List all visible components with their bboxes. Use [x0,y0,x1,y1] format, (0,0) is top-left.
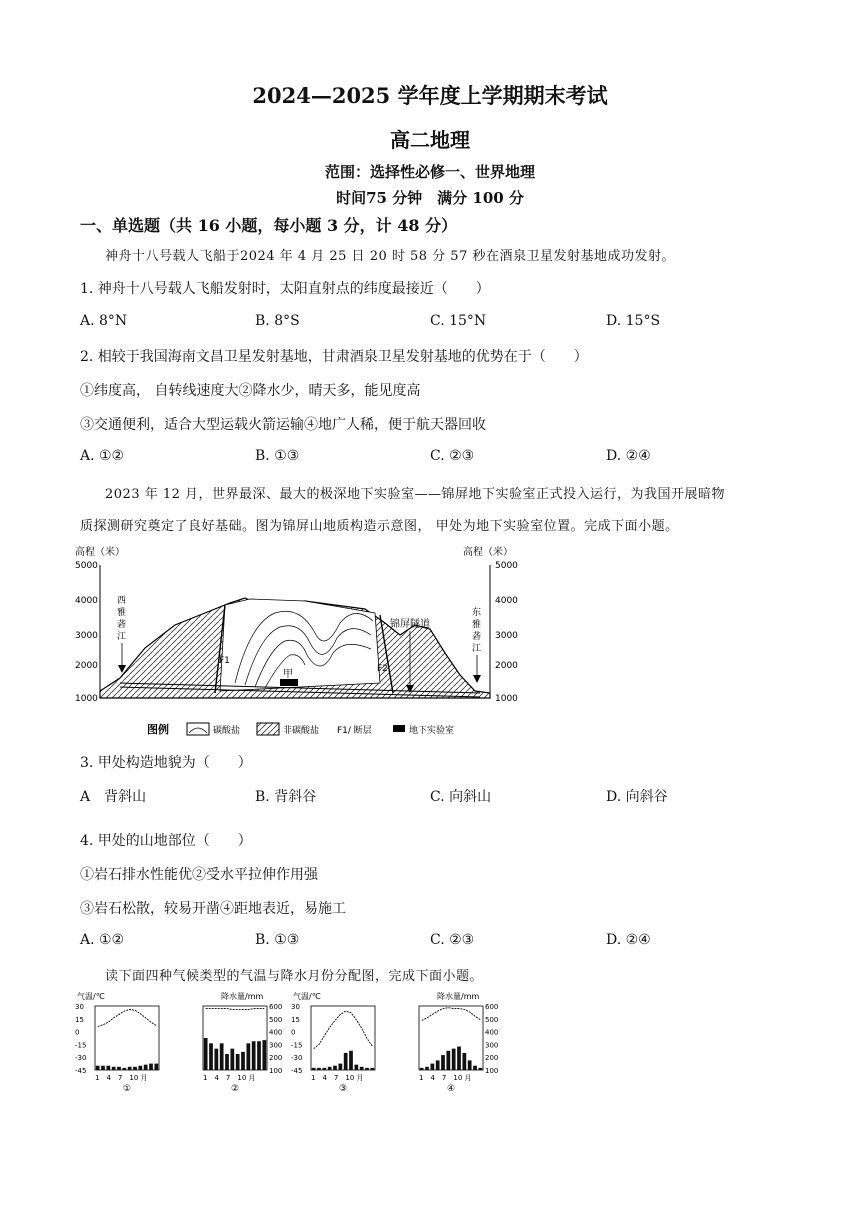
section-heading: 一、单选题（共 16 小题，每小题 3 分，计 48 分） [80,216,458,235]
chart-id: ③ [339,1084,348,1094]
precip-bar [333,1066,337,1070]
precip-bar [214,1049,218,1070]
temp-tick: 0 [75,1028,80,1037]
chart-frame [95,1006,159,1070]
temp-curve [206,1009,265,1010]
tick-5000: 5000 [75,561,98,571]
precip-bar [425,1067,429,1070]
legend-title: 图例 [147,723,169,736]
chart-id: ① [123,1084,132,1094]
month-labels: 1 4 7 10 月 [311,1074,364,1082]
right-axis-label: 高程（米） [463,547,513,558]
temp-tick: -30 [291,1054,303,1063]
legend-noncarbonate: 非碳酸盐 [283,726,320,736]
rtick-1000: 1000 [495,694,518,704]
precip-bar [441,1055,445,1070]
precip-bar [354,1065,358,1070]
climate-chart-2 [183,990,283,1100]
q4-option-a[interactable]: A. ①② [80,932,125,948]
exam-scope: 范围：选择性必修一、世界地理 [324,163,535,181]
west-river-label [117,595,126,642]
precip-bar [225,1054,229,1070]
temp-tick: 30 [75,1003,84,1011]
temp-curve [314,1011,373,1049]
tick-1000: 1000 [75,694,98,704]
figure-legend [147,722,454,736]
intro-climate: 读下面四种气候类型的气温与降水月份分配图，完成下面小题。 [105,969,484,984]
q1-option-a[interactable]: A. 8°N [80,313,128,329]
legend-noncarbonate-swatch [257,723,279,735]
precip-bar [317,1068,321,1070]
precip-bar [112,1067,116,1070]
precip-bar [220,1043,224,1070]
exam-title: 2024—2025 学年度上学期期末考试 [252,83,608,108]
f1-label: F1 [219,656,230,666]
precip-bar [473,1066,477,1070]
left-axis-ticks [75,561,98,704]
q4-option-c[interactable]: C. ②③ [430,932,475,948]
precip-bar [122,1068,126,1070]
temp-tick: 30 [291,1003,300,1011]
exam-subject: 高二地理 [390,128,470,152]
precip-bar [338,1064,342,1070]
legend-carbonate: 碳酸盐 [213,726,241,736]
precip-bar [154,1064,158,1070]
q2-option-a[interactable]: A. ①② [80,448,125,464]
precip-bar [133,1067,137,1070]
temp-tick: -30 [75,1054,87,1063]
svg-text:江: 江 [117,632,127,642]
q3-option-b[interactable]: B. 背斜谷 [255,789,317,805]
exam-time: 时间75 分钟 满分 100 分 [336,189,524,207]
precip-bar [436,1060,440,1070]
precip-tick: 400 [269,1028,283,1037]
q2-option-d[interactable]: D. ②④ [606,448,651,464]
lab-marker [280,679,298,686]
q3-stem: 3. 甲处构造地貌为（ ） [80,755,252,771]
climate-chart-1 [75,990,175,1100]
temp-tick: -45 [291,1067,303,1075]
precip-tick: 300 [485,1041,499,1050]
q2-stem: 2. 相较于我国海南文昌卫星发射基地，甘肃酒泉卫星发射基地的优势在于（ ） [80,349,588,365]
precip-bar [204,1038,208,1070]
intro-jinping-line1: 2023 年 12 月，世界最深、最大的极深地下实验室——锦屏地下实验室正式投入运行，为我国开展暗物 [105,487,726,502]
temp-curve [98,1009,157,1026]
svg-text:雅: 雅 [472,620,482,630]
precip-bar [312,1068,316,1070]
precip-bar [360,1067,364,1070]
precip-tick: 200 [485,1054,499,1063]
temp-tick: 0 [291,1028,296,1037]
precip-bar [468,1060,472,1070]
precip-bar [322,1068,326,1070]
precip-bar [365,1068,369,1070]
precip-bar [420,1068,424,1070]
rtick-2000: 2000 [495,661,518,671]
left-axis-label: 高程（米） [75,547,125,558]
precip-tick: 200 [269,1054,283,1063]
temp-tick: 15 [75,1015,84,1024]
precip-bar [370,1068,374,1070]
svg-text:西: 西 [117,596,127,606]
intro-shenzhou: 神舟十八号载人飞船于2024 年 4 月 25 日 20 时 58 分 57 秒在酒泉卫星发射基地成功发射。 [105,249,675,264]
temp-curve [422,1008,481,1021]
climate-chart-4 [399,990,499,1100]
precip-tick: 400 [485,1028,499,1037]
q1-option-c[interactable]: C. 15°N [430,313,487,329]
q2-statement-line2: ③交通便利，适合大型运载火箭运输④地广人稀，便于航天器回收 [80,417,486,433]
q2-statement-line1: ①纬度高， 自转线速度大②降水少，晴天多，能见度高 [80,383,421,399]
q1-option-d[interactable]: D. 15°S [606,313,661,329]
legend-lab: 地下实验室 [409,726,455,736]
precip-tick: 300 [269,1041,283,1050]
jinping-geology-figure [75,543,525,738]
precip-bar [236,1054,240,1070]
precip-axis-label: 降水量/mm [221,992,264,1001]
precip-bar [144,1065,148,1070]
precip-tick: 600 [485,1003,499,1011]
intro-jinping-line2: 质探测研究奠定了良好基础。图为锦屏山地质构造示意图， 甲处为地下实验室位置。完成下面小题。 [80,519,679,534]
precip-bar [349,1051,353,1070]
precip-bar [457,1047,461,1070]
precip-bar [430,1064,434,1070]
svg-text:砻: 砻 [472,632,482,642]
q2-option-c[interactable]: C. ②③ [430,448,475,464]
precip-bar [241,1052,245,1070]
month-labels: 1 4 7 10 月 [419,1074,472,1082]
precip-bar [328,1067,332,1070]
month-labels: 1 4 7 10 月 [95,1074,148,1082]
precip-tick: 600 [269,1003,283,1011]
temp-axis-label: 气温/℃ [77,992,105,1001]
precip-bar [128,1067,132,1070]
precip-bar [478,1068,482,1070]
rtick-3000: 3000 [495,631,518,641]
tick-3000: 3000 [75,631,98,641]
precip-bar [138,1066,142,1070]
temp-tick: -15 [291,1041,303,1050]
q4-option-d[interactable]: D. ②④ [606,932,651,948]
rtick-4000: 4000 [495,596,518,606]
svg-text:东: 东 [472,608,482,618]
precip-bar [106,1066,110,1070]
q3-option-c[interactable]: C. 向斜山 [430,789,492,805]
tick-2000: 2000 [75,661,98,671]
chart-frame [419,1006,483,1070]
f2-label: F2 [377,664,388,674]
precip-bar [452,1049,456,1070]
precip-tick: 100 [269,1067,283,1075]
precip-bar [246,1043,250,1070]
precip-bar [149,1064,153,1070]
climate-chart-3 [291,990,391,1100]
svg-text:砻: 砻 [117,620,127,630]
precip-axis-label: 降水量/mm [437,992,480,1001]
chart-frame [311,1006,375,1070]
rtick-5000: 5000 [495,561,518,571]
svg-text:江: 江 [472,644,482,654]
east-river-label [472,606,481,654]
q3-option-d[interactable]: D. 向斜谷 [606,789,668,805]
climate-charts [75,990,499,1100]
q4-statement-line1: ①岩石排水性能优②受水平拉伸作用强 [80,867,318,883]
tunnel-label: 锦屏隧道 [390,619,430,630]
chart-id: ② [231,1084,240,1094]
lab-label: 甲 [283,669,293,680]
precip-bar [209,1043,213,1070]
temp-tick: 15 [291,1015,300,1024]
precip-bar [344,1053,348,1070]
q4-option-b[interactable]: B. ①③ [255,932,300,948]
q1-option-b[interactable]: B. 8°S [255,313,300,329]
precip-bar [101,1066,105,1070]
precip-tick: 500 [485,1015,499,1024]
svg-text:雅: 雅 [117,608,127,618]
precip-bar [252,1041,256,1070]
legend-carbonate-swatch [187,723,209,735]
right-axis-ticks [495,561,518,704]
precip-bar [230,1049,234,1070]
precip-bar [446,1051,450,1070]
q1-stem: 1. 神舟十八号载人飞船发射时，太阳直射点的纬度最接近（ ） [80,281,490,297]
precip-tick: 500 [269,1015,283,1024]
legend-lab-swatch [393,725,405,732]
chart-id: ④ [447,1084,456,1094]
q4-stem: 4. 甲处的山地部位（ ） [80,833,252,849]
precip-bar [257,1041,261,1070]
temp-tick: -45 [75,1067,87,1075]
temp-axis-label: 气温/℃ [293,992,321,1001]
q3-option-a[interactable]: A 背斜山 [80,789,147,805]
q4-statement-line2: ③岩石松散，较易开凿④距地表近，易施工 [80,901,346,917]
temp-tick: -15 [75,1041,87,1050]
precip-bar [462,1053,466,1070]
month-labels: 1 4 7 10 月 [203,1074,256,1082]
tick-4000: 4000 [75,596,98,606]
precip-bar [96,1066,100,1070]
q2-option-b[interactable]: B. ①③ [255,448,300,464]
legend-fault: F1/ 断层 [337,726,372,736]
precip-tick: 100 [485,1067,499,1075]
precip-bar [117,1067,121,1070]
precip-bar [262,1040,266,1070]
